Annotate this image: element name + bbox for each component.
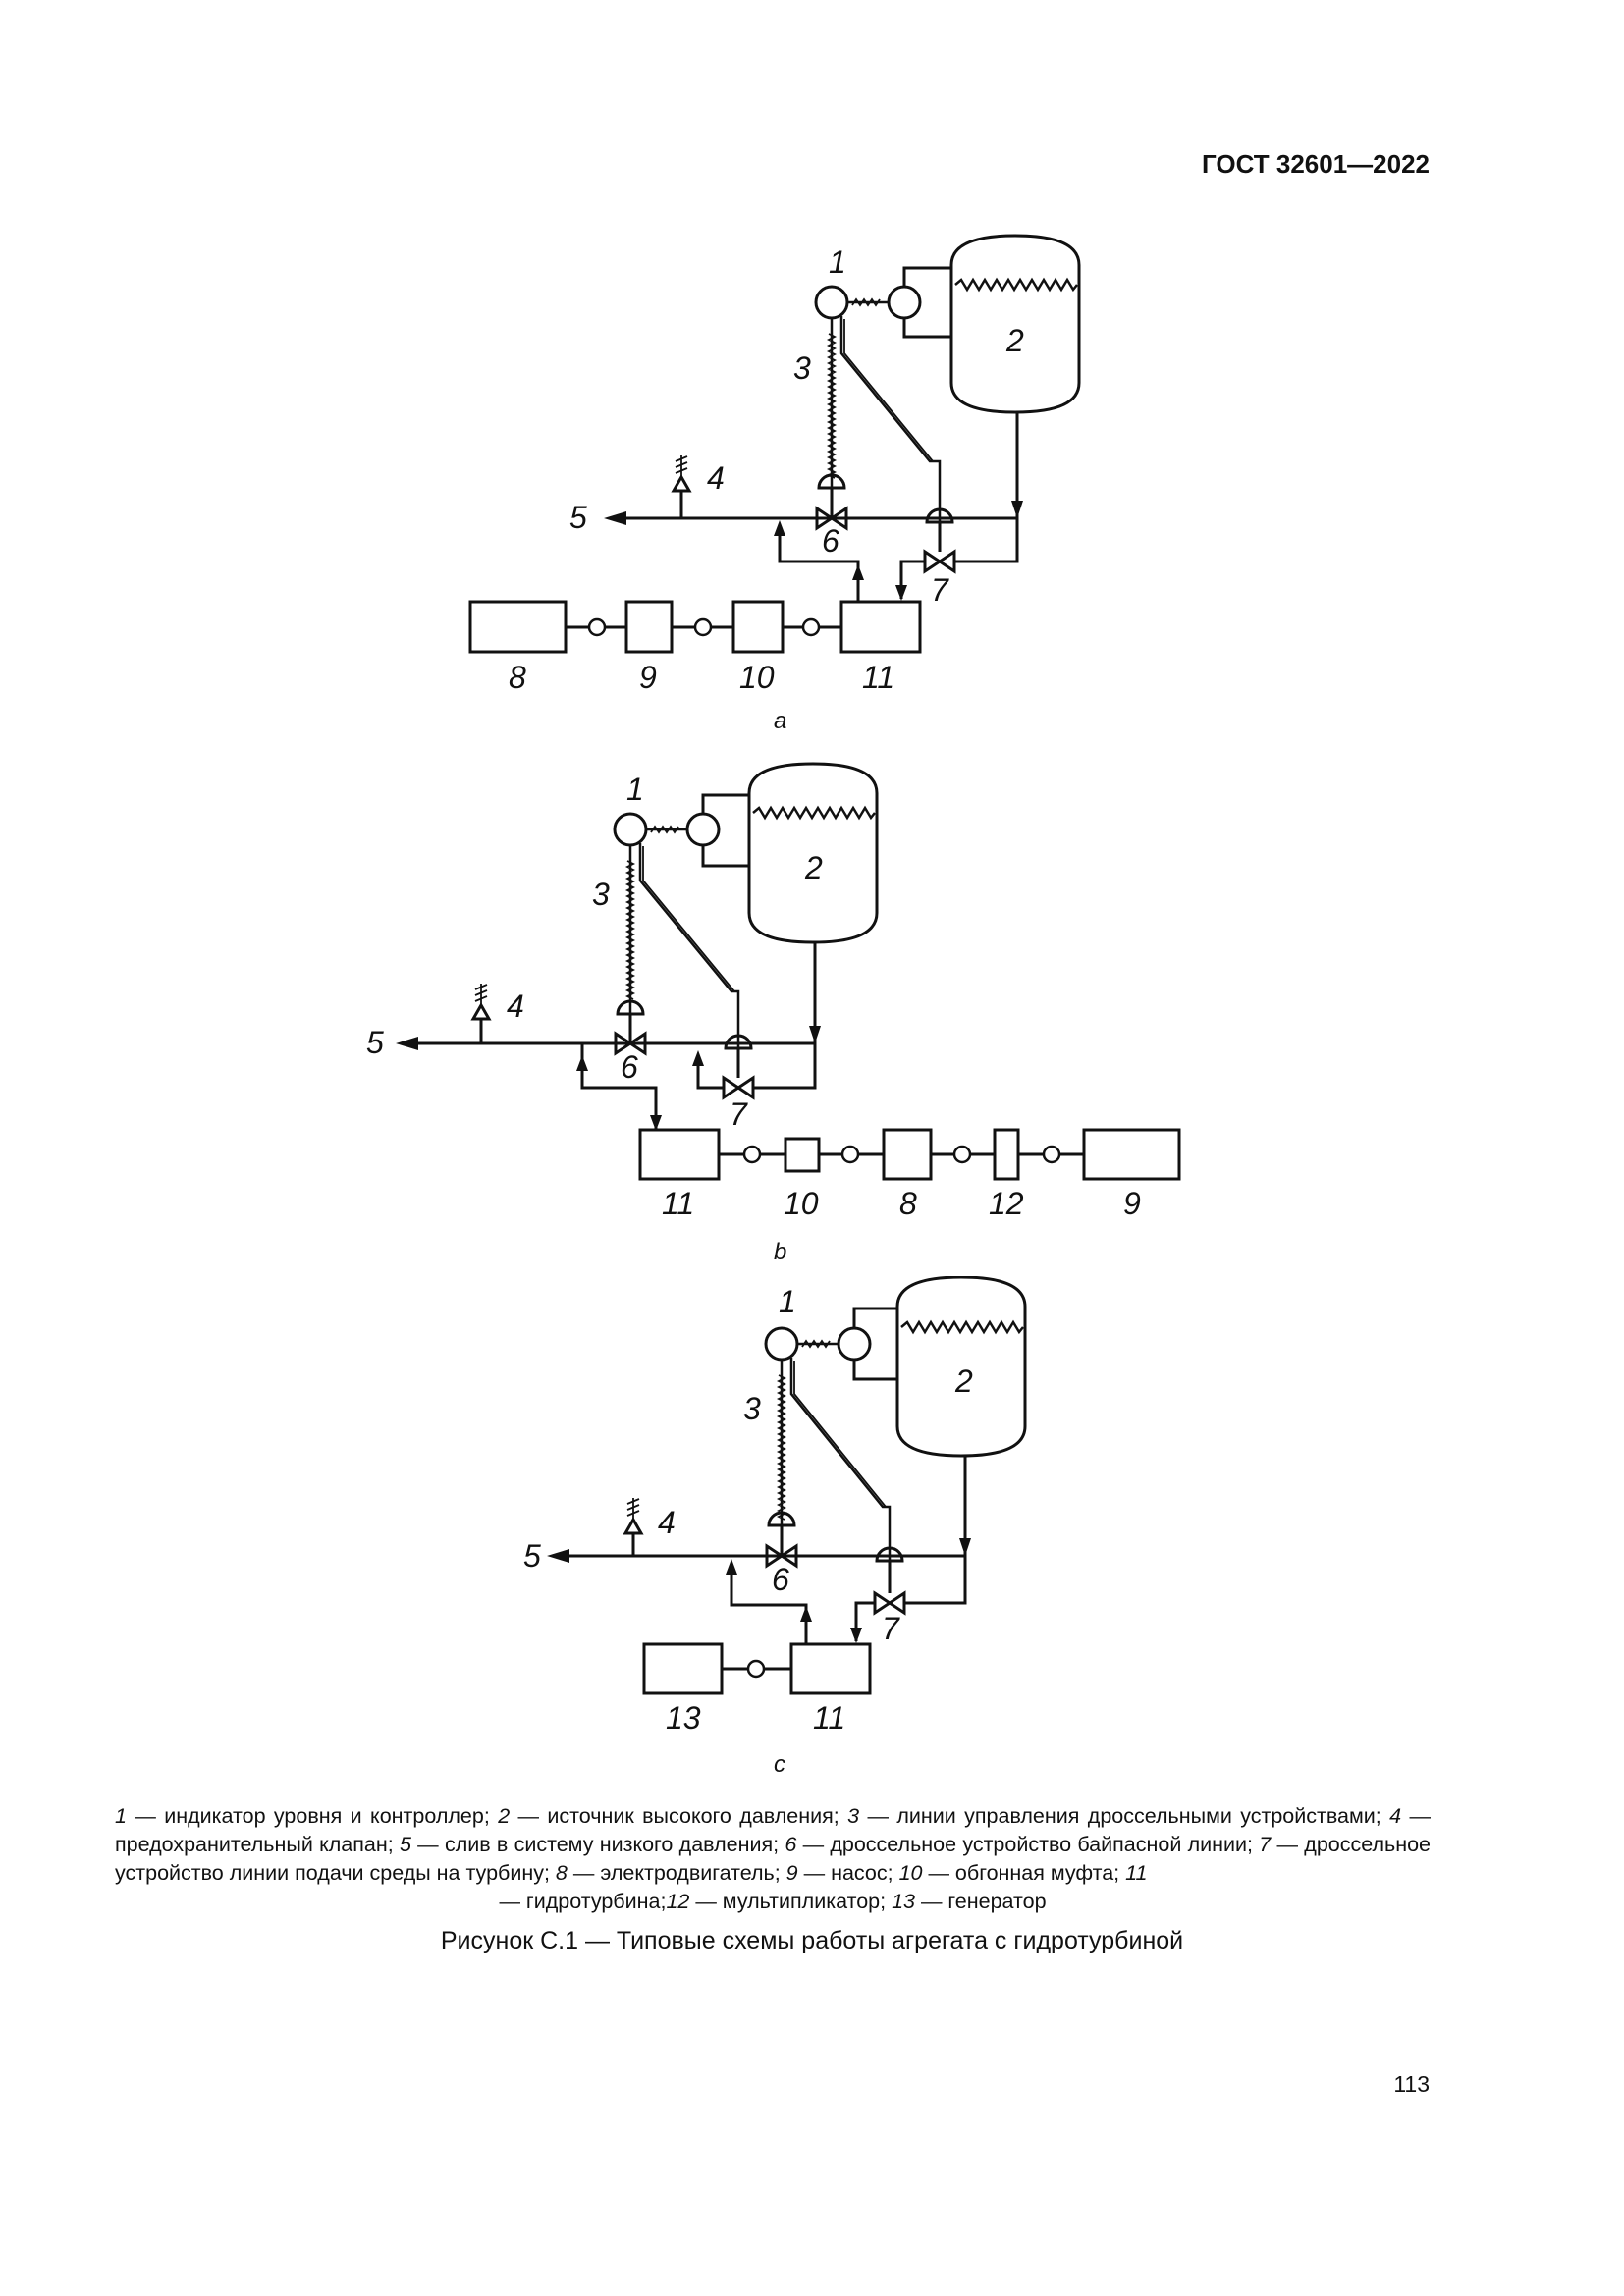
label-box-1: 13 xyxy=(666,1700,701,1735)
legend-text: — линии управления дроссельными устройствами; xyxy=(859,1804,1390,1828)
box-10 xyxy=(733,602,783,652)
sublabel-c: c xyxy=(774,1751,785,1778)
box-9 xyxy=(626,602,672,652)
label-5: 5 xyxy=(523,1538,541,1574)
label-box-2: 10 xyxy=(784,1186,819,1221)
sublabel-a: a xyxy=(774,708,787,734)
legend-num: 3 xyxy=(847,1804,860,1828)
label-box-2: 11 xyxy=(813,1700,846,1735)
legend-text: — источник высокого давления; xyxy=(510,1804,848,1828)
label-4: 4 xyxy=(707,460,725,496)
legend-text: — индикатор уровня и контроллер; xyxy=(126,1804,499,1828)
legend-num: 4 xyxy=(1389,1804,1402,1828)
figure-legend xyxy=(115,1802,1431,1916)
legend-num: 10 xyxy=(898,1861,923,1885)
level-sensor xyxy=(889,287,920,318)
label-1: 1 xyxy=(829,244,846,280)
legend-text: — обгонная муфта; xyxy=(922,1861,1126,1885)
legend-text: — генератор xyxy=(914,1890,1047,1913)
label-box-4: 12 xyxy=(989,1186,1024,1221)
label-7: 7 xyxy=(931,572,948,608)
label-1: 1 xyxy=(626,772,644,807)
label-box-3: 10 xyxy=(739,660,775,695)
legend-num: 6 xyxy=(785,1833,797,1856)
label-7: 7 xyxy=(730,1096,747,1132)
label-6: 6 xyxy=(621,1049,638,1085)
box-11-turbine xyxy=(841,602,920,652)
level-sensor xyxy=(839,1328,870,1360)
label-5: 5 xyxy=(366,1025,384,1060)
label-3: 3 xyxy=(743,1391,761,1426)
label-box-3: 8 xyxy=(899,1186,917,1221)
scheme-a xyxy=(0,226,1624,746)
legend-text: — электродвигатель; xyxy=(567,1861,786,1885)
level-sensor xyxy=(687,814,719,845)
label-7: 7 xyxy=(882,1611,899,1646)
scheme-c xyxy=(0,1276,1624,1787)
legend-num: 2 xyxy=(498,1804,511,1828)
figure-caption: Рисунок С.1 — Типовые схемы работы агрегата с гидротурбиной xyxy=(440,1927,1184,1954)
sublabel-b: b xyxy=(774,1239,787,1265)
tank-level xyxy=(901,1322,1023,1332)
legend-text: — мультипликатор; xyxy=(689,1890,893,1913)
legend-num: 9 xyxy=(785,1861,798,1885)
legend-text: — гидротурбина; xyxy=(499,1890,667,1913)
label-1: 1 xyxy=(779,1284,796,1319)
scheme-b xyxy=(0,756,1624,1276)
valve-7 xyxy=(724,1078,753,1097)
label-3: 3 xyxy=(793,350,811,386)
label-4: 4 xyxy=(507,988,524,1024)
label-box-2: 9 xyxy=(639,660,657,695)
legend-last-line xyxy=(115,1888,1431,1916)
box-8 xyxy=(470,602,566,652)
box-10 xyxy=(785,1139,819,1171)
level-indicator-1 xyxy=(615,814,646,845)
level-indicator-1 xyxy=(816,287,847,318)
box-9 xyxy=(1084,1130,1179,1179)
legend-num: 11 xyxy=(1125,1861,1148,1885)
label-2: 2 xyxy=(1006,323,1024,358)
label-2: 2 xyxy=(955,1363,973,1399)
legend-num: 12 xyxy=(666,1890,690,1913)
label-6: 6 xyxy=(822,523,839,559)
legend-num: 1 xyxy=(115,1804,127,1828)
safety-valve-4 xyxy=(674,477,689,491)
control-line-7 xyxy=(791,1358,890,1561)
label-box-1: 8 xyxy=(509,660,526,695)
box-12 xyxy=(995,1130,1018,1179)
legend-text: — предохранительный клапан; xyxy=(115,1804,1432,1856)
tank-level xyxy=(753,808,875,818)
label-3: 3 xyxy=(592,877,610,912)
legend-text: — насос; xyxy=(797,1861,899,1885)
label-5: 5 xyxy=(569,500,587,535)
legend-text: — слив в систему низкого давления; xyxy=(410,1833,785,1856)
safety-valve-4 xyxy=(473,1005,489,1019)
legend-num: 8 xyxy=(555,1861,568,1885)
label-box-1: 11 xyxy=(662,1186,695,1221)
legend-num: 13 xyxy=(892,1890,915,1913)
box-8 xyxy=(884,1130,931,1179)
page-number: 113 xyxy=(1393,2071,1430,2097)
level-indicator-1 xyxy=(766,1328,797,1360)
tank-level xyxy=(955,280,1077,290)
control-line-7 xyxy=(841,316,940,522)
valve-7 xyxy=(875,1593,904,1613)
box-11-turbine xyxy=(791,1644,870,1693)
valve-7 xyxy=(925,552,954,571)
control-line-7 xyxy=(640,843,738,1048)
legend-num: 5 xyxy=(399,1833,411,1856)
legend-text: — дроссельное устройство байпасной линии; xyxy=(796,1833,1260,1856)
label-box-5: 9 xyxy=(1123,1186,1141,1221)
box-11-turbine xyxy=(640,1130,719,1179)
label-2: 2 xyxy=(805,850,823,885)
label-4: 4 xyxy=(658,1505,676,1540)
label-6: 6 xyxy=(772,1562,789,1597)
safety-valve-4 xyxy=(625,1520,641,1533)
legend-text: — дроссельное устройство линии подачи среды на турбину; xyxy=(115,1833,1432,1885)
document-header: ГОСТ 32601—2022 xyxy=(1202,149,1430,179)
legend-num: 7 xyxy=(1259,1833,1272,1856)
label-box-4: 11 xyxy=(862,660,895,695)
box-13 xyxy=(644,1644,722,1693)
